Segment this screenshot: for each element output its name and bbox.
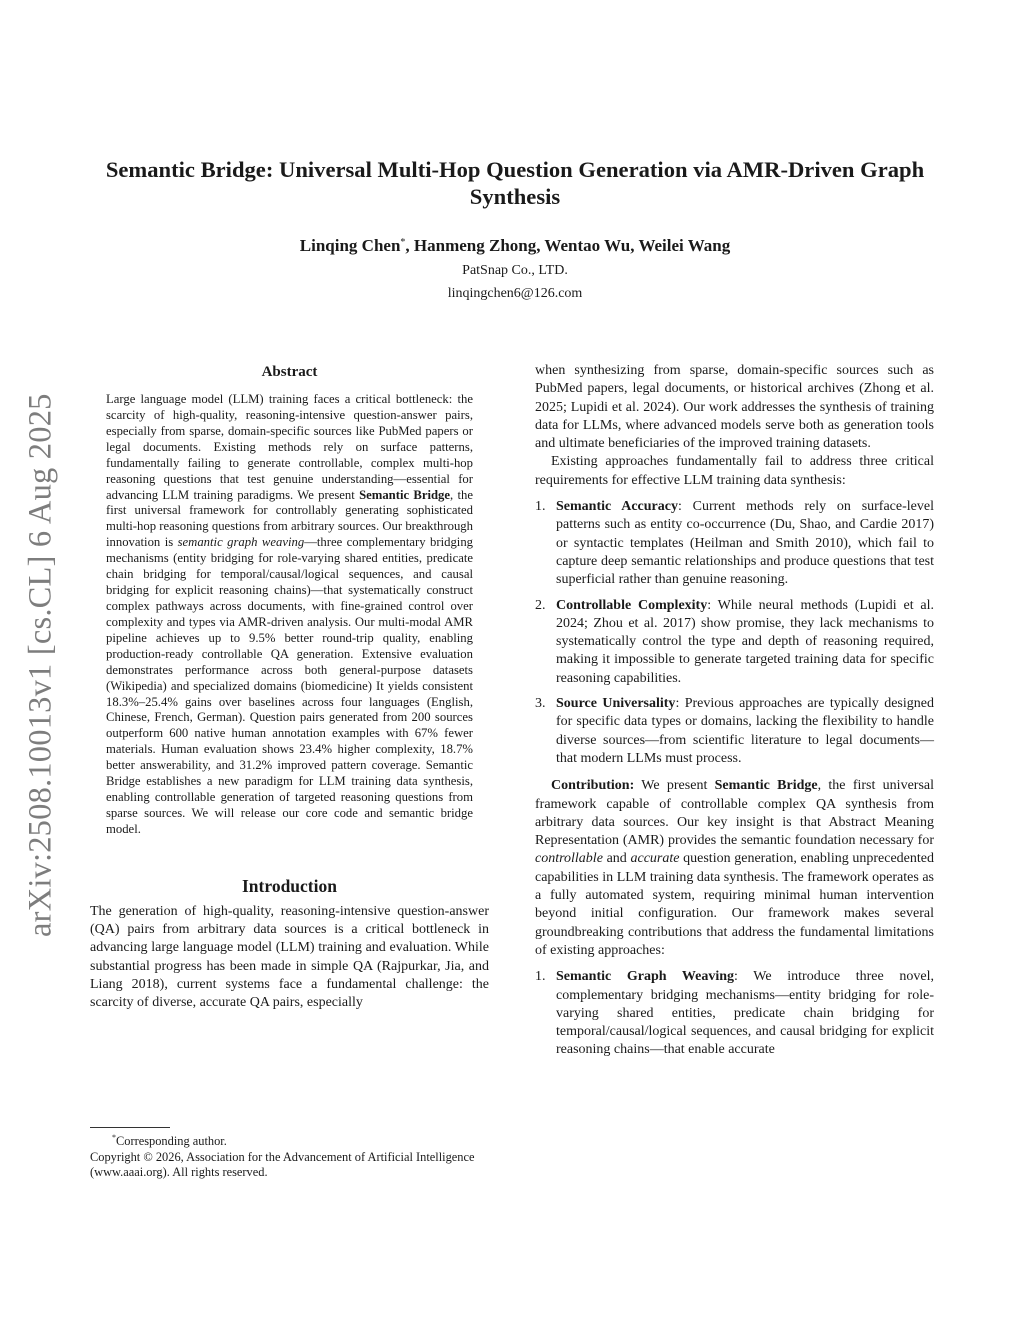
section-heading-introduction: Introduction	[242, 875, 337, 896]
paper-header	[90, 156, 940, 303]
other-authors: , Hanmeng Zhong, Wentao Wu, Weilei Wang	[405, 236, 731, 255]
author-email: linqingchen6@126.com	[447, 286, 583, 301]
affiliation: PatSnap Co., LTD.	[462, 263, 568, 278]
abstract-body: Large language model (LLM) training faces a critical bottleneck: the scarcity of high-quality, reasoning-intensive question-answer pairs, especially from sparse, domain-specific sources like PubMed papers or legal documents. Existing methods rely on surface patterns, fundamentally failing to generate controllable, complex multi-hop reasoning questions that test genuine understanding—essential for advancing LLM training paradigms. We present Semantic Bridge, the first universal framework for controllably generating sophisticated multi-hop reasoning questions from arbitrary sources. Our breakthrough innovation is semantic graph weaving—three complementary bridging mechanisms (entity bridging for role-varying shared entities, predicate chain bridging for temporal/causal/logical sequences, and causal bridging for explicit reasoning chains)—that systematically construct complex pathways across documents, with fine-grained control over complexity and types via AMR-driven analysis. Our multi-modal AMR pipeline achieves up to 9.5% better round-trip quality, enabling production-ready controllable QA generation. Extensive evaluation demonstrates performance across both general-purpose datasets (Wikipedia) and specialized domains (biomedicine) It yields consistent 18.3%–25.4% gains over baselines across four languages (English, Chinese, French, German). Question pairs generated from 200 sources outperform 600 native human annotation examples with 67% fewer materials. Human evaluation shows 23.4% higher complexity, 18.7% better answerability, and 31.2% improved pattern coverage. Semantic Bridge establishes a new paradigm for LLM training data synthesis, enabling controllable generation of targeted reasoning questions from sparse sources. We will release our core code and semantic bridge model.	[106, 392, 474, 836]
copyright-notice: Copyright © 2026, Association for the Advancement of Artificial Intelligence (www.aaai.org). All rights reserved.	[90, 1149, 475, 1179]
first-author: Linqing Chen	[299, 236, 401, 255]
footnote-rule	[90, 1127, 170, 1128]
right-column	[535, 362, 934, 1067]
requirements-list	[535, 498, 934, 768]
list-item: 3. Source Universality: Previous approaches are typically designed for specific data types or domains, lacking the flexibility to handle diverse sources—from scientific literature to legal documents—that modern LLMs must process.	[535, 696, 934, 766]
list-item: 1. Semantic Graph Weaving: We introduce three novel, complementary bridging mechanisms—entity bridging for role-varying shared entities, predicate chain bridging for temporal/causal/logical sequences, and causal bridging for explicit reasoning chains—that enable accurate	[535, 969, 934, 1058]
left-column	[90, 362, 489, 1013]
list-item: 2. Controllable Complexity: While neural methods (Lupidi et al. 2024; Zhou et al. 2017) show promise, they lack mechanisms to systematically control the type and depth of reasoning required, making it impossible to generate targeted training data for specific reasoning capabilities.	[535, 597, 935, 686]
framework-name: Semantic Bridge	[359, 487, 451, 502]
paper-title: Semantic Bridge: Universal Multi-Hop Question Generation via AMR-Driven Graph Synthesis	[105, 157, 925, 209]
author-list	[90, 232, 940, 257]
abstract-heading: Abstract	[261, 364, 318, 380]
corresponding-author-mark: *	[400, 237, 406, 248]
intro-paragraph: The generation of high-quality, reasoning-intensive question-answer (QA) pairs from arbitrary data sources is a critical bottleneck in advancing large language model (LLM) training and evaluation. While substantial progress has been made in simple QA (Rajpurkar, Jia, and Liang 2018), current systems face a fundamental challenge: the scarcity of diverse, accurate QA pairs, especially	[90, 903, 489, 1011]
intro-paragraph-continued: when synthesizing from sparse, domain-specific sources such as PubMed papers, legal documents, or historical archives (Zhong et al. 2025; Lupidi et al. 2024). Our work addresses the synthesis of training data for LLMs, where advanced models serve both as generation tools and ultimate beneficiaries of the improved training datasets.	[535, 363, 934, 452]
key-term: semantic graph weaving	[177, 535, 305, 550]
contributions-list	[535, 968, 934, 1059]
corresponding-author-footnote: *Corresponding author.	[112, 1133, 227, 1148]
intro-paragraph: Existing approaches fundamentally fail to address three critical requirements for effective LLM training data synthesis:	[535, 454, 934, 488]
contribution-paragraph: Contribution: We present Semantic Bridge, the first universal framework capable of controllable complex QA synthesis from arbitrary data sources. Our key insight is that Abstract Meaning Representation (AMR) provides the semantic foundation necessary for controllable and accurate question generation, enabling unprecedented capabilities in LLM training data synthesis. The framework operates as a fully automated system, requiring minimal human intervention beyond initial configuration. Our framework makes several groundbreaking contributions that address the fundamental limitations of existing approaches:	[535, 778, 934, 958]
footnote-area	[90, 1127, 489, 1181]
list-item: 1. Semantic Accuracy: Current methods rely on surface-level patterns such as entity co-occurrence (Du, Shao, and Cardie 2017) or syntactic templates (Heilman and Smith 2010), which fail to capture deep semantic relationships and produce questions that test superficial rather than genuine reasoning.	[535, 499, 934, 588]
arxiv-identifier: arXiv:2508.10013v1 [cs.CL] 6 Aug 2025	[22, 393, 59, 938]
